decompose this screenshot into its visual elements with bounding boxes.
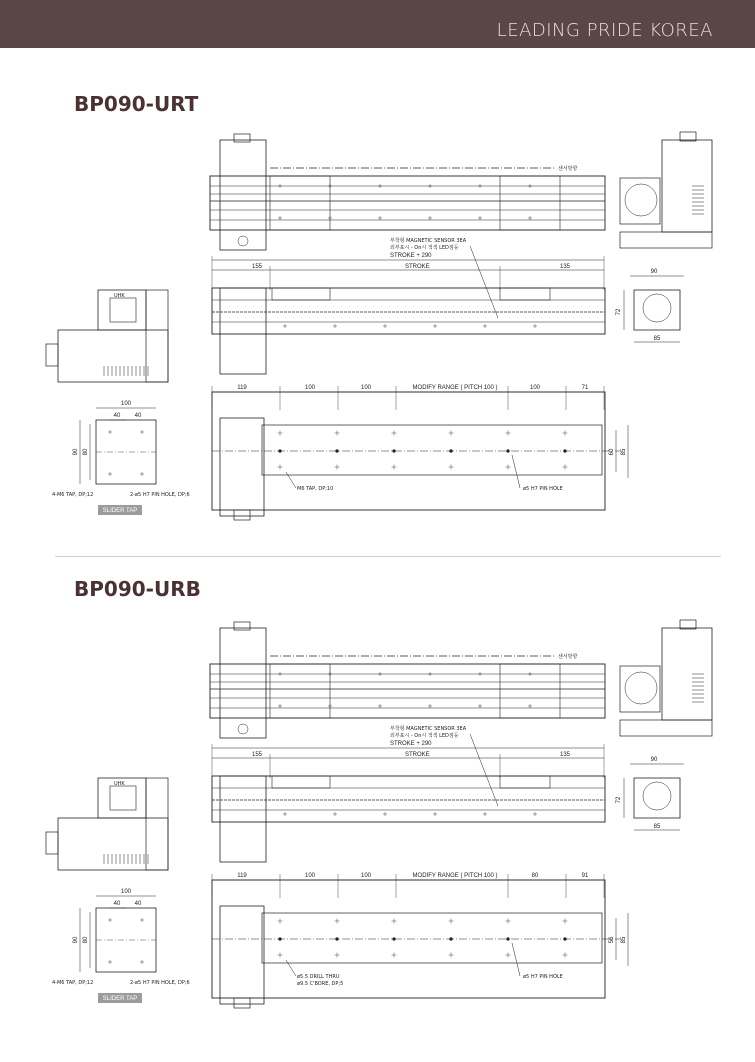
pitch-dim-5: 71	[581, 385, 589, 391]
slider-note-pin: 2-ø5 H7 PIN HOLE, DP;6	[130, 980, 190, 986]
slider-dim-b: 40	[134, 413, 142, 419]
base-height-outer: 85	[621, 936, 627, 944]
slider-note-tap: 4-M6 TAP, DP;12	[52, 980, 94, 986]
pitch-dim-4: 100	[529, 385, 541, 391]
base-rail	[262, 425, 602, 475]
rail-body-front	[212, 776, 605, 822]
end-width-dim: 90	[650, 757, 658, 763]
base-height-outer: 85	[621, 448, 627, 456]
slider-dim-h-inner: 80	[83, 448, 89, 456]
slider-note-tap: 4-M6 TAP, DP;12	[52, 492, 94, 498]
dim-stroke: STROKE	[405, 752, 430, 758]
rail-body-top	[210, 664, 605, 718]
pitch-dim-5: 91	[581, 873, 589, 879]
pitch-dim-3: MODIFY RANGE ( PITCH 100 )	[412, 385, 498, 391]
sensor-note-line1: 부착형 MAGNETIC SENSOR 3EA	[390, 238, 467, 244]
sensor-direction-label: 센서방향	[558, 654, 578, 660]
rail-body-front	[212, 288, 605, 334]
sensor-note-line2: 외부표시 - On시 적색 LED점등	[390, 245, 459, 251]
slider-dim-b: 40	[134, 901, 142, 907]
dim-stroke: STROKE	[405, 264, 430, 270]
slider-dim-h-inner: 80	[83, 936, 89, 944]
dim-right: 135	[560, 752, 571, 758]
pitch-dim-0: 119	[237, 873, 247, 879]
slider-dim-h-outer: 90	[73, 448, 79, 456]
pitch-dim-3: MODIFY RANGE ( PITCH 100 )	[412, 873, 498, 879]
end-width-dim: 90	[650, 269, 658, 275]
slider-label: SLIDER TAP	[102, 508, 138, 514]
pitch-dim-2: 100	[360, 873, 372, 879]
end-cap-top	[620, 178, 660, 224]
hole-note-1b: ø9.5 C'BORE, DP;5	[297, 981, 344, 987]
motor-housing-front	[220, 288, 266, 374]
stroke-total-dim: STROKE + 290	[390, 741, 432, 747]
sensor-direction-label: 센서방향	[558, 166, 578, 172]
motor-iso-body	[58, 330, 168, 382]
end-view-body	[634, 778, 680, 818]
pitch-dim-2: 100	[360, 385, 372, 391]
slider-label: SLIDER TAP	[102, 996, 138, 1002]
hole-note-1: M6 TAP, DP;10	[297, 486, 334, 492]
section-1-drawing	[46, 132, 712, 520]
dim-left: 155	[252, 752, 263, 758]
motor-housing-bottom	[220, 906, 264, 1004]
end-view-body	[634, 290, 680, 330]
section-2-drawing	[46, 620, 712, 1008]
end-bottom-dim: 85	[653, 824, 661, 830]
model-title-1: BP090-URT	[74, 92, 199, 116]
logo-text: UHK	[114, 293, 125, 299]
base-rail	[262, 913, 602, 963]
slider-dim-a: 40	[113, 901, 121, 907]
slider-dim-total: 100	[120, 889, 132, 895]
dim-right: 135	[560, 264, 571, 270]
motor-housing-front	[220, 776, 266, 862]
motor-box-side	[662, 140, 712, 232]
pitch-dim-1: 100	[304, 385, 316, 391]
model-title-2: BP090-URB	[74, 577, 201, 601]
end-height-dim: 72	[616, 796, 622, 804]
motor-box-side	[662, 628, 712, 720]
sensor-note-line2: 외부표시 - On시 적색 LED점등	[390, 733, 459, 739]
end-bottom-dim: 85	[653, 336, 661, 342]
slider-dim-total: 100	[120, 401, 132, 407]
stroke-total-dim: STROKE + 290	[390, 253, 432, 259]
motor-housing-bottom	[220, 418, 264, 516]
slider-note-pin: 2-ø5 H7 PIN HOLE, DP;6	[130, 492, 190, 498]
motor-housing-top	[220, 140, 266, 250]
base-height-inner: 60	[609, 448, 615, 456]
pitch-dim-1: 100	[304, 873, 316, 879]
sensor-note-line1: 부착형 MAGNETIC SENSOR 3EA	[390, 726, 467, 732]
motor-housing-top	[220, 628, 266, 738]
header-tagline: LEADING PRIDE KOREA	[496, 20, 713, 41]
slider-dim-a: 40	[113, 413, 121, 419]
slider-dim-h-outer: 90	[73, 936, 79, 944]
end-cap-top	[620, 666, 660, 712]
logo-text: UHK	[114, 781, 125, 787]
rail-body-top	[210, 176, 605, 230]
dim-left: 155	[252, 264, 263, 270]
hole-note-2: ø5 H7 PIN HOLE	[523, 974, 563, 980]
section-2-wrapper	[46, 620, 712, 1008]
pitch-dim-4: 80	[531, 873, 539, 879]
pitch-dim-0: 119	[237, 385, 247, 391]
end-height-dim: 72	[616, 308, 622, 316]
hole-note-2: ø5 H7 PIN HOLE	[523, 486, 563, 492]
hole-note-1: ø5.5 DRILL THRU	[297, 974, 340, 980]
motor-iso-body	[58, 818, 168, 870]
base-height-inner: 56	[609, 936, 615, 944]
